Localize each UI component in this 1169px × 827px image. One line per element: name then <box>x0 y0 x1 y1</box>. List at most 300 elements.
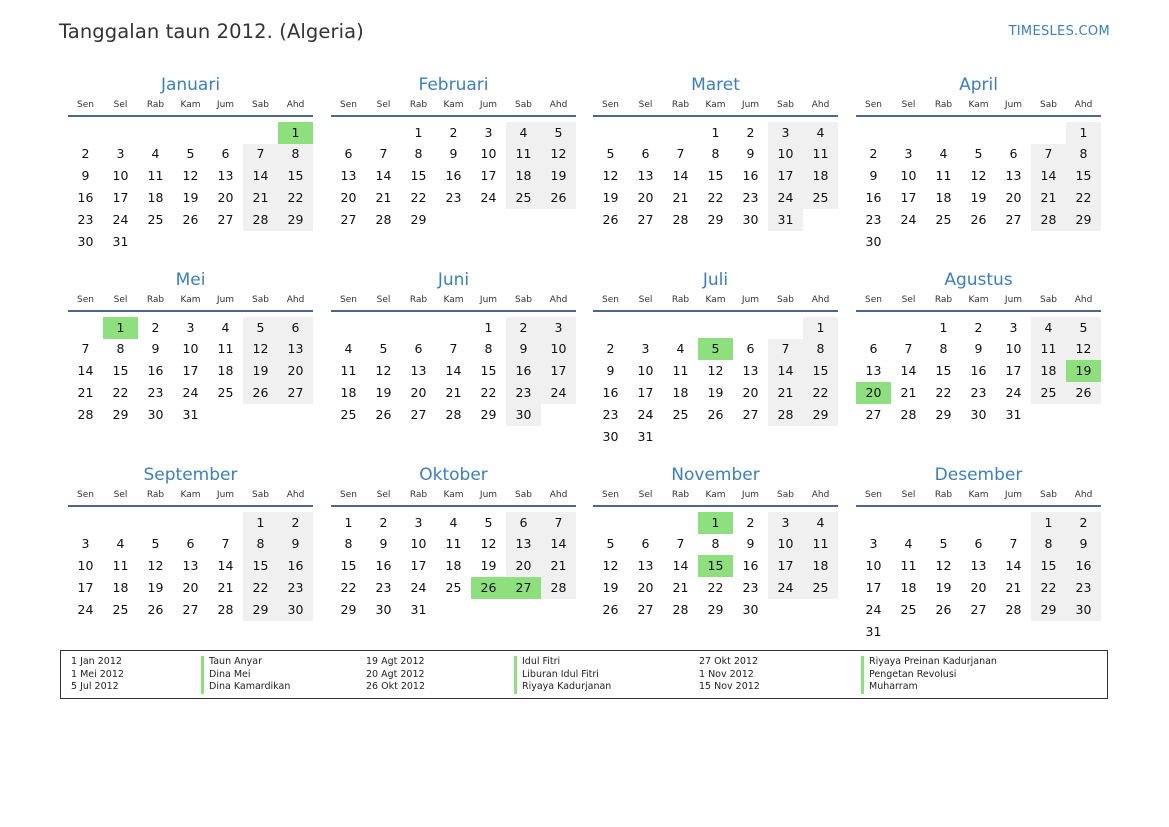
day-cell: 25 <box>112 601 129 617</box>
day-cell: 12 <box>147 558 164 574</box>
legend-dates-column <box>366 656 425 694</box>
day-cell: 10 <box>865 558 882 574</box>
day-cell: 19 <box>970 189 987 205</box>
day-cell: 7 <box>1044 146 1053 162</box>
day-cell: 18 <box>1040 363 1057 379</box>
day-cell: 12 <box>970 168 987 184</box>
day-cell: 15 <box>480 363 497 379</box>
legend-holiday-name: Dina Mei <box>201 669 290 682</box>
weekday-label: Rab <box>934 490 953 500</box>
weekday-label: Kam <box>968 100 989 110</box>
day-cell: 14 <box>672 168 689 184</box>
month-agustus <box>856 270 1101 455</box>
day-cell: 14 <box>672 558 689 574</box>
day-cell: 4 <box>449 514 458 530</box>
month-rule <box>593 115 838 117</box>
weekday-label: Sel <box>376 490 391 500</box>
day-cell: 21 <box>900 384 917 400</box>
day-cell: 21 <box>77 384 94 400</box>
day-cell: 12 <box>480 536 497 552</box>
weekday-label: Sen <box>865 295 882 305</box>
month-name: Juni <box>437 270 470 290</box>
day-cell: 9 <box>746 146 755 162</box>
day-cell: 13 <box>1005 168 1022 184</box>
legend-date: 15 Nov 2012 <box>699 681 760 693</box>
day-cell: 27 <box>637 211 654 227</box>
day-cell: 31 <box>182 406 199 422</box>
day-cell: 15 <box>1040 558 1057 574</box>
day-cell: 11 <box>147 168 164 184</box>
day-cell: 24 <box>480 189 497 205</box>
day-cell: 21 <box>550 558 567 574</box>
day-cell: 9 <box>519 341 528 357</box>
day-cell: 16 <box>602 384 619 400</box>
weekday-label: Sen <box>77 100 94 110</box>
day-cell: 10 <box>777 146 794 162</box>
day-cell: 29 <box>707 211 724 227</box>
day-cell: 20 <box>637 579 654 595</box>
day-cell: 8 <box>939 341 948 357</box>
day-cell: 27 <box>182 601 199 617</box>
day-cell: 28 <box>375 211 392 227</box>
day-cell: 21 <box>445 384 462 400</box>
day-cell: 14 <box>550 536 567 552</box>
legend-date: 1 Mei 2012 <box>71 668 124 680</box>
day-cell: 18 <box>217 363 234 379</box>
day-cell: 12 <box>550 146 567 162</box>
day-cell: 13 <box>970 558 987 574</box>
day-cell: 9 <box>606 363 615 379</box>
day-cell: 23 <box>445 189 462 205</box>
weekday-label: Sel <box>638 490 653 500</box>
day-cell: 24 <box>112 211 129 227</box>
day-cell: 12 <box>182 168 199 184</box>
day-cell: 12 <box>375 363 392 379</box>
day-cell: 2 <box>869 146 878 162</box>
weekday-label: Kam <box>705 295 726 305</box>
day-cell: 4 <box>1044 319 1053 335</box>
day-cell: 8 <box>711 146 720 162</box>
day-cell: 27 <box>742 406 759 422</box>
day-cell: 30 <box>742 211 759 227</box>
day-cell: 1 <box>1044 514 1053 530</box>
day-cell: 6 <box>641 146 650 162</box>
day-cell: 1 <box>484 319 493 335</box>
day-cell: 18 <box>340 384 357 400</box>
weekday-label: Jum <box>216 490 235 500</box>
day-cell: 23 <box>602 406 619 422</box>
day-cell: 3 <box>116 146 125 162</box>
day-cell: 6 <box>974 536 983 552</box>
day-cell: 25 <box>340 406 357 422</box>
day-cell: 28 <box>445 406 462 422</box>
weekday-label: Ahd <box>1074 100 1093 110</box>
weekday-label: Sel <box>113 490 128 500</box>
day-cell: 3 <box>781 124 790 140</box>
weekday-label: Ahd <box>286 490 305 500</box>
day-cell: 19 <box>147 579 164 595</box>
weekday-label: Sel <box>901 295 916 305</box>
month-februari <box>331 75 576 260</box>
day-cell: 10 <box>480 146 497 162</box>
weekday-label: Ahd <box>549 295 568 305</box>
day-cell: 16 <box>515 363 532 379</box>
day-cell: 29 <box>707 601 724 617</box>
weekday-label: Ahd <box>286 295 305 305</box>
month-rule <box>856 115 1101 117</box>
day-cell: 18 <box>812 558 829 574</box>
weekday-label: Rab <box>934 100 953 110</box>
day-cell: 29 <box>287 211 304 227</box>
day-cell: 21 <box>375 189 392 205</box>
day-cell: 20 <box>970 579 987 595</box>
weekday-label: Jum <box>1004 100 1023 110</box>
day-cell: 1 <box>344 514 353 530</box>
weekday-label: Sen <box>340 100 357 110</box>
day-cell: 7 <box>379 146 388 162</box>
month-maret <box>593 75 838 260</box>
day-cell: 10 <box>112 168 129 184</box>
day-cell: 27 <box>410 406 427 422</box>
day-cell: 10 <box>77 558 94 574</box>
day-cell: 2 <box>379 514 388 530</box>
day-cell: 23 <box>287 579 304 595</box>
day-cell: 8 <box>711 536 720 552</box>
weekday-label: Sen <box>340 295 357 305</box>
day-cell: 29 <box>340 601 357 617</box>
day-cell: 23 <box>865 211 882 227</box>
day-cell: 2 <box>519 319 528 335</box>
weekday-label: Rab <box>146 490 165 500</box>
day-cell: 19 <box>935 579 952 595</box>
day-cell: 28 <box>550 579 567 595</box>
day-cell: 3 <box>554 319 563 335</box>
day-cell: 8 <box>816 341 825 357</box>
day-cell: 26 <box>707 406 724 422</box>
day-cell: 30 <box>515 406 532 422</box>
weekday-label: Sel <box>638 100 653 110</box>
day-cell: 19 <box>375 384 392 400</box>
day-cell: 25 <box>445 579 462 595</box>
month-rule <box>593 505 838 507</box>
holiday-day-cell: 19 <box>1066 360 1101 382</box>
day-cell: 2 <box>81 146 90 162</box>
day-cell: 6 <box>186 536 195 552</box>
day-cell: 11 <box>445 536 462 552</box>
day-cell: 15 <box>707 168 724 184</box>
day-cell: 9 <box>974 341 983 357</box>
day-cell: 24 <box>77 601 94 617</box>
day-cell: 20 <box>742 384 759 400</box>
day-cell: 10 <box>550 341 567 357</box>
day-cell: 24 <box>1005 384 1022 400</box>
holiday-day-cell: 26 <box>471 577 506 599</box>
weekday-label: Jum <box>479 100 498 110</box>
day-cell: 16 <box>1075 558 1092 574</box>
day-cell: 31 <box>112 233 129 249</box>
legend-dates-column <box>699 656 760 694</box>
legend-date: 1 Jan 2012 <box>71 656 122 667</box>
legend-holiday-name: Dina Kamardikan <box>201 681 290 694</box>
day-cell: 30 <box>77 233 94 249</box>
day-cell: 13 <box>637 558 654 574</box>
holiday-day-cell: 1 <box>698 512 733 534</box>
day-cell: 19 <box>480 558 497 574</box>
month-rule <box>68 505 313 507</box>
day-cell: 7 <box>256 146 265 162</box>
day-cell: 14 <box>900 363 917 379</box>
day-cell: 24 <box>550 384 567 400</box>
site-link[interactable]: TIMESLES.COM <box>1008 24 1110 39</box>
month-januari <box>68 75 313 260</box>
day-cell: 2 <box>151 319 160 335</box>
day-cell: 28 <box>777 406 794 422</box>
day-cell: 17 <box>112 189 129 205</box>
day-cell: 26 <box>147 601 164 617</box>
day-cell: 29 <box>112 406 129 422</box>
page-title: Tanggalan taun 2012. (Algeria) <box>59 20 364 43</box>
day-cell: 26 <box>970 211 987 227</box>
weekday-label: Kam <box>443 490 464 500</box>
weekday-label: Sab <box>1040 100 1057 110</box>
weekday-label: Sab <box>1040 490 1057 500</box>
holiday-legend <box>60 650 1108 699</box>
day-cell: 30 <box>865 233 882 249</box>
day-cell: 26 <box>375 406 392 422</box>
weekday-label: Sen <box>602 490 619 500</box>
day-cell: 10 <box>182 341 199 357</box>
weekday-label: Ahd <box>811 100 830 110</box>
holiday-day-cell: 15 <box>698 555 733 577</box>
day-cell: 31 <box>637 428 654 444</box>
day-cell: 3 <box>1009 319 1018 335</box>
day-cell: 11 <box>900 558 917 574</box>
month-rule <box>331 115 576 117</box>
weekday-label: Sab <box>515 100 532 110</box>
day-cell: 19 <box>550 168 567 184</box>
day-cell: 6 <box>746 341 755 357</box>
day-cell: 23 <box>970 384 987 400</box>
day-cell: 23 <box>147 384 164 400</box>
day-cell: 17 <box>777 168 794 184</box>
day-cell: 2 <box>974 319 983 335</box>
weekday-label: Ahd <box>1074 295 1093 305</box>
weekday-label: Jum <box>741 490 760 500</box>
day-cell: 26 <box>182 211 199 227</box>
day-cell: 27 <box>1005 211 1022 227</box>
weekday-label: Kam <box>443 295 464 305</box>
day-cell: 28 <box>1005 601 1022 617</box>
weekday-label: Ahd <box>286 100 305 110</box>
day-cell: 3 <box>484 124 493 140</box>
holiday-day-cell: 5 <box>698 338 733 360</box>
day-cell: 30 <box>602 428 619 444</box>
day-cell: 22 <box>1075 189 1092 205</box>
day-cell: 12 <box>602 168 619 184</box>
day-cell: 8 <box>256 536 265 552</box>
day-cell: 13 <box>340 168 357 184</box>
day-cell: 5 <box>554 124 563 140</box>
day-cell: 27 <box>970 601 987 617</box>
day-cell: 16 <box>445 168 462 184</box>
day-cell: 3 <box>904 146 913 162</box>
day-cell: 9 <box>151 341 160 357</box>
day-cell: 24 <box>900 211 917 227</box>
day-cell: 6 <box>221 146 230 162</box>
month-rule <box>593 310 838 312</box>
legend-holiday-name: Taun Anyar <box>201 656 290 669</box>
weekday-label: Kam <box>180 295 201 305</box>
day-cell: 12 <box>602 558 619 574</box>
day-cell: 19 <box>602 579 619 595</box>
day-cell: 27 <box>287 384 304 400</box>
day-cell: 17 <box>77 579 94 595</box>
weekday-label: Sen <box>602 295 619 305</box>
day-cell: 2 <box>746 124 755 140</box>
day-cell: 18 <box>515 168 532 184</box>
day-cell: 13 <box>182 558 199 574</box>
day-cell: 11 <box>812 536 829 552</box>
month-rule <box>856 505 1101 507</box>
day-cell: 25 <box>672 406 689 422</box>
day-cell: 22 <box>935 384 952 400</box>
weekday-label: Sab <box>777 295 794 305</box>
day-cell: 21 <box>217 579 234 595</box>
weekday-label: Jum <box>479 295 498 305</box>
day-cell: 5 <box>1079 319 1088 335</box>
month-name: Februari <box>418 75 489 95</box>
day-cell: 20 <box>410 384 427 400</box>
day-cell: 2 <box>606 341 615 357</box>
day-cell: 3 <box>414 514 423 530</box>
legend-date: 26 Okt 2012 <box>366 681 426 693</box>
legend-date: 27 Okt 2012 <box>699 656 759 667</box>
weekday-label: Kam <box>705 100 726 110</box>
day-cell: 30 <box>287 601 304 617</box>
weekday-label: Sab <box>252 490 269 500</box>
weekday-label: Jum <box>216 295 235 305</box>
weekday-label: Rab <box>146 295 165 305</box>
day-cell: 30 <box>970 406 987 422</box>
weekday-label: Jum <box>479 490 498 500</box>
legend-names-column <box>861 656 997 694</box>
day-cell: 2 <box>449 124 458 140</box>
weekday-label: Rab <box>146 100 165 110</box>
day-cell: 4 <box>116 536 125 552</box>
weekday-label: Sel <box>113 100 128 110</box>
day-cell: 1 <box>414 124 423 140</box>
weekday-label: Rab <box>409 490 428 500</box>
day-cell: 31 <box>1005 406 1022 422</box>
day-cell: 17 <box>637 384 654 400</box>
day-cell: 14 <box>217 558 234 574</box>
day-cell: 14 <box>77 363 94 379</box>
day-cell: 25 <box>900 601 917 617</box>
day-cell: 24 <box>865 601 882 617</box>
day-cell: 27 <box>217 211 234 227</box>
day-cell: 18 <box>147 189 164 205</box>
weekday-label: Sab <box>1040 295 1057 305</box>
day-cell: 2 <box>746 514 755 530</box>
weekday-label: Ahd <box>549 100 568 110</box>
day-cell: 6 <box>519 514 528 530</box>
day-cell: 29 <box>252 601 269 617</box>
day-cell: 3 <box>869 536 878 552</box>
day-cell: 10 <box>637 363 654 379</box>
day-cell: 26 <box>602 211 619 227</box>
day-cell: 11 <box>340 363 357 379</box>
legend-date: 20 Agt 2012 <box>366 668 425 680</box>
day-cell: 24 <box>637 406 654 422</box>
month-april <box>856 75 1101 260</box>
day-cell: 22 <box>812 384 829 400</box>
day-cell: 15 <box>340 558 357 574</box>
day-cell: 22 <box>707 579 724 595</box>
day-cell: 21 <box>252 189 269 205</box>
day-cell: 21 <box>672 579 689 595</box>
day-cell: 9 <box>1079 536 1088 552</box>
month-juli <box>593 270 838 455</box>
weekday-label: Rab <box>934 295 953 305</box>
month-juni <box>331 270 576 455</box>
day-cell: 4 <box>816 514 825 530</box>
day-cell: 28 <box>252 211 269 227</box>
legend-dates-column <box>71 656 124 694</box>
day-cell: 31 <box>410 601 427 617</box>
month-rule <box>331 505 576 507</box>
day-cell: 30 <box>147 406 164 422</box>
day-cell: 22 <box>1040 579 1057 595</box>
month-name: Mei <box>175 270 206 290</box>
weekday-label: Jum <box>1004 295 1023 305</box>
weekday-label: Sel <box>376 100 391 110</box>
day-cell: 22 <box>252 579 269 595</box>
day-cell: 11 <box>1040 341 1057 357</box>
weekday-label: Kam <box>443 100 464 110</box>
legend-names-column <box>514 656 611 694</box>
month-name: September <box>143 465 238 485</box>
legend-names-column <box>201 656 290 694</box>
day-cell: 29 <box>935 406 952 422</box>
weekday-label: Rab <box>671 295 690 305</box>
day-cell: 28 <box>900 406 917 422</box>
day-cell: 28 <box>1040 211 1057 227</box>
day-cell: 22 <box>707 189 724 205</box>
day-cell: 9 <box>449 146 458 162</box>
day-cell: 28 <box>217 601 234 617</box>
day-cell: 11 <box>812 146 829 162</box>
day-cell: 22 <box>410 189 427 205</box>
day-cell: 11 <box>672 363 689 379</box>
month-name: Juli <box>702 270 729 290</box>
legend-holiday-name: Riyaya Kadurjanan <box>514 681 611 694</box>
day-cell: 15 <box>812 363 829 379</box>
month-name: November <box>671 465 760 485</box>
day-cell: 18 <box>900 579 917 595</box>
holiday-day-cell: 27 <box>506 577 541 599</box>
day-cell: 20 <box>1005 189 1022 205</box>
day-cell: 16 <box>287 558 304 574</box>
day-cell: 14 <box>252 168 269 184</box>
weekday-label: Jum <box>1004 490 1023 500</box>
day-cell: 18 <box>672 384 689 400</box>
day-cell: 9 <box>746 536 755 552</box>
legend-date: 19 Agt 2012 <box>366 656 425 667</box>
weekday-label: Rab <box>671 490 690 500</box>
day-cell: 1 <box>939 319 948 335</box>
day-cell: 9 <box>869 168 878 184</box>
holiday-day-cell: 1 <box>103 317 138 339</box>
